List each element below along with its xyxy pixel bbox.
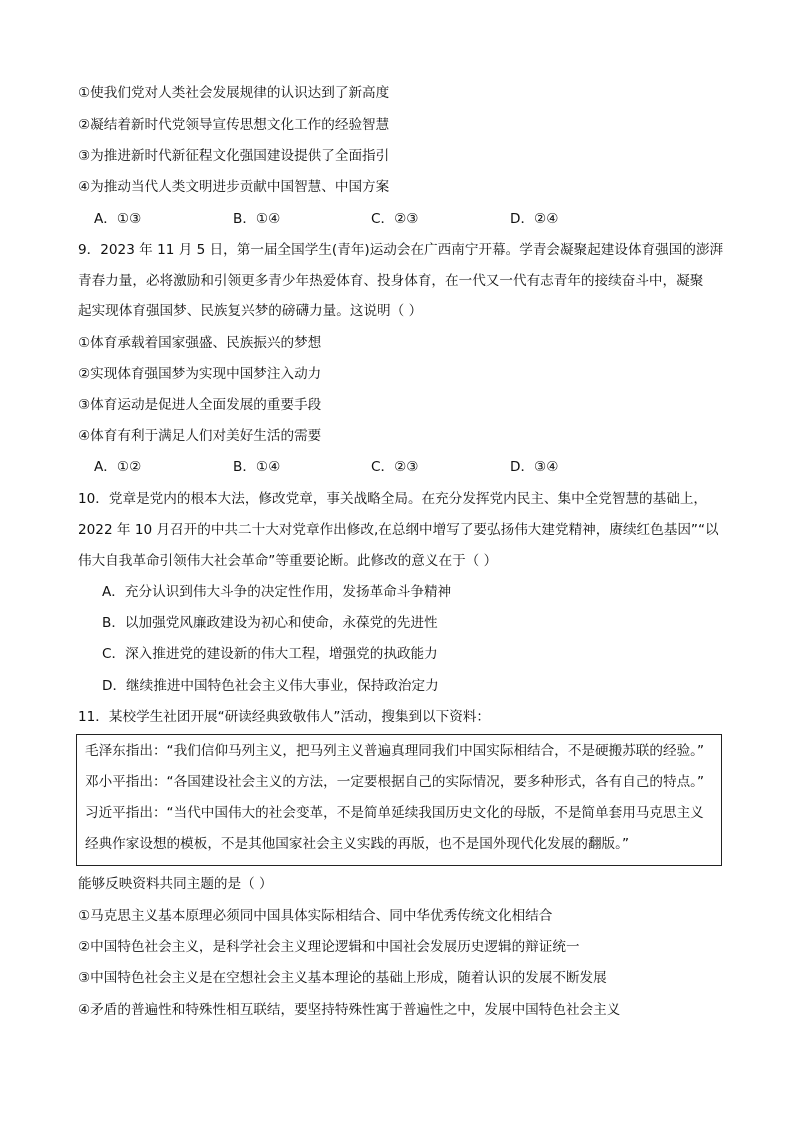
q10-option-c[interactable]: C．深入推进党的建设新的伟大工程，增强党的执政能力 — [102, 646, 438, 662]
q11-material-box — [76, 734, 722, 866]
q8-option-d[interactable]: D．②④ — [510, 211, 559, 227]
q10-stem-line-1: 10．党章是党内的根本大法，修改党章，事关战略全局。在充分发挥党内民主、集中全党智慧的基础上， — [78, 491, 708, 507]
q11-quote-deng: 邓小平指出：“各国建设社会主义的方法，一定要根据自己的实际情况，要多种形式，各有自己的特点。” — [85, 774, 705, 790]
q9-item-1: ①体育承载着国家强盛、民族振兴的梦想 — [78, 335, 322, 351]
q8-option-c[interactable]: C．②③ — [371, 211, 419, 227]
q11-item-2: ②中国特色社会主义，是科学社会主义理论逻辑和中国社会发展历史逻辑的辩证统一 — [78, 939, 580, 955]
q8-item-4: ④为推动当代人类文明进步贡献中国智慧、中国方案 — [78, 179, 390, 195]
q10-option-b[interactable]: B．以加强党风廉政建设为初心和使命，永葆党的先进性 — [102, 615, 438, 631]
q11-quote-mao: 毛泽东指出：“我们信仰马列主义，把马列主义普遍真理同我们中国实际相结合，不是硬搬苏联的经验。” — [85, 743, 705, 759]
q11-item-3: ③中国特色社会主义是在空想社会主义基本理论的基础上形成，随着认识的发展不断发展 — [78, 970, 607, 986]
q8-options — [94, 209, 614, 229]
q9-option-c[interactable]: C．②③ — [371, 459, 419, 475]
q11-stem: 11．某校学生社团开展“研读经典致敬伟人”活动，搜集到以下资料： — [78, 709, 491, 725]
q11-item-4: ④矛盾的普遍性和特殊性相互联结，要坚持特殊性寓于普遍性之中，发展中国特色社会主义 — [78, 1002, 621, 1018]
q10-stem-line-2: 2022 年 10 月召开的中共二十大对党章作出修改,在总纲中增写了要弘扬伟大建党精神，赓续红色基因”“以 — [78, 522, 719, 538]
q11-item-1: ①马克思主义基本原理必须同中国具体实际相结合、同中华优秀传统文化相结合 — [78, 908, 553, 924]
q9-item-3: ③体育运动是促进人全面发展的重要手段 — [78, 397, 322, 413]
q9-stem-line-1: 9．2023 年 11 月 5 日，第一届全国学生(青年)运动会在广西南宁开幕。学青会凝聚起建设体育强国的澎湃 — [78, 242, 724, 258]
q11-question: 能够反映资料共同主题的是（ ） — [78, 876, 273, 892]
q9-option-a[interactable]: A．①② — [94, 459, 142, 475]
q8-item-1: ①使我们党对人类社会发展规律的认识达到了新高度 — [78, 85, 390, 101]
q8-item-2: ②凝结着新时代党领导宣传思想文化工作的经验智慧 — [78, 117, 390, 133]
q11-quote-xi-line-1: 习近平指出：“当代中国伟大的社会变革，不是简单延续我国历史文化的母版，不是简单套用马克思主义 — [85, 805, 704, 821]
q9-option-b[interactable]: B．①④ — [233, 459, 281, 475]
q10-option-d[interactable]: D．继续推进中国特色社会主义伟大事业，保持政治定力 — [102, 678, 439, 694]
q9-item-2: ②实现体育强国梦为实现中国梦注入动力 — [78, 366, 322, 382]
q8-option-b[interactable]: B．①④ — [233, 211, 281, 227]
q9-options — [94, 457, 614, 477]
q8-option-a[interactable]: A．①③ — [94, 211, 142, 227]
q10-option-a[interactable]: A．充分认识到伟大斗争的决定性作用，发扬革命斗争精神 — [102, 584, 452, 600]
q9-item-4: ④体育有利于满足人们对美好生活的需要 — [78, 428, 322, 444]
q10-stem-line-3: 伟大自我革命引领伟大社会革命”等重要论断。此修改的意义在于（ ） — [78, 553, 498, 569]
q9-stem-line-2: 青春力量，必将激励和引领更多青少年热爱体育、投身体育，在一代又一代有志青年的接续奋斗中，凝聚 — [78, 273, 704, 289]
q11-quote-xi-line-2: 经典作家设想的模板，不是其他国家社会主义实践的再版，也不是国外现代化发展的翻版。” — [85, 836, 629, 852]
q8-item-3: ③为推进新时代新征程文化强国建设提供了全面指引 — [78, 148, 390, 164]
q9-option-d[interactable]: D．③④ — [510, 459, 559, 475]
q9-stem-line-3: 起实现体育强国梦、民族复兴梦的磅礴力量。这说明（ ） — [78, 303, 423, 319]
